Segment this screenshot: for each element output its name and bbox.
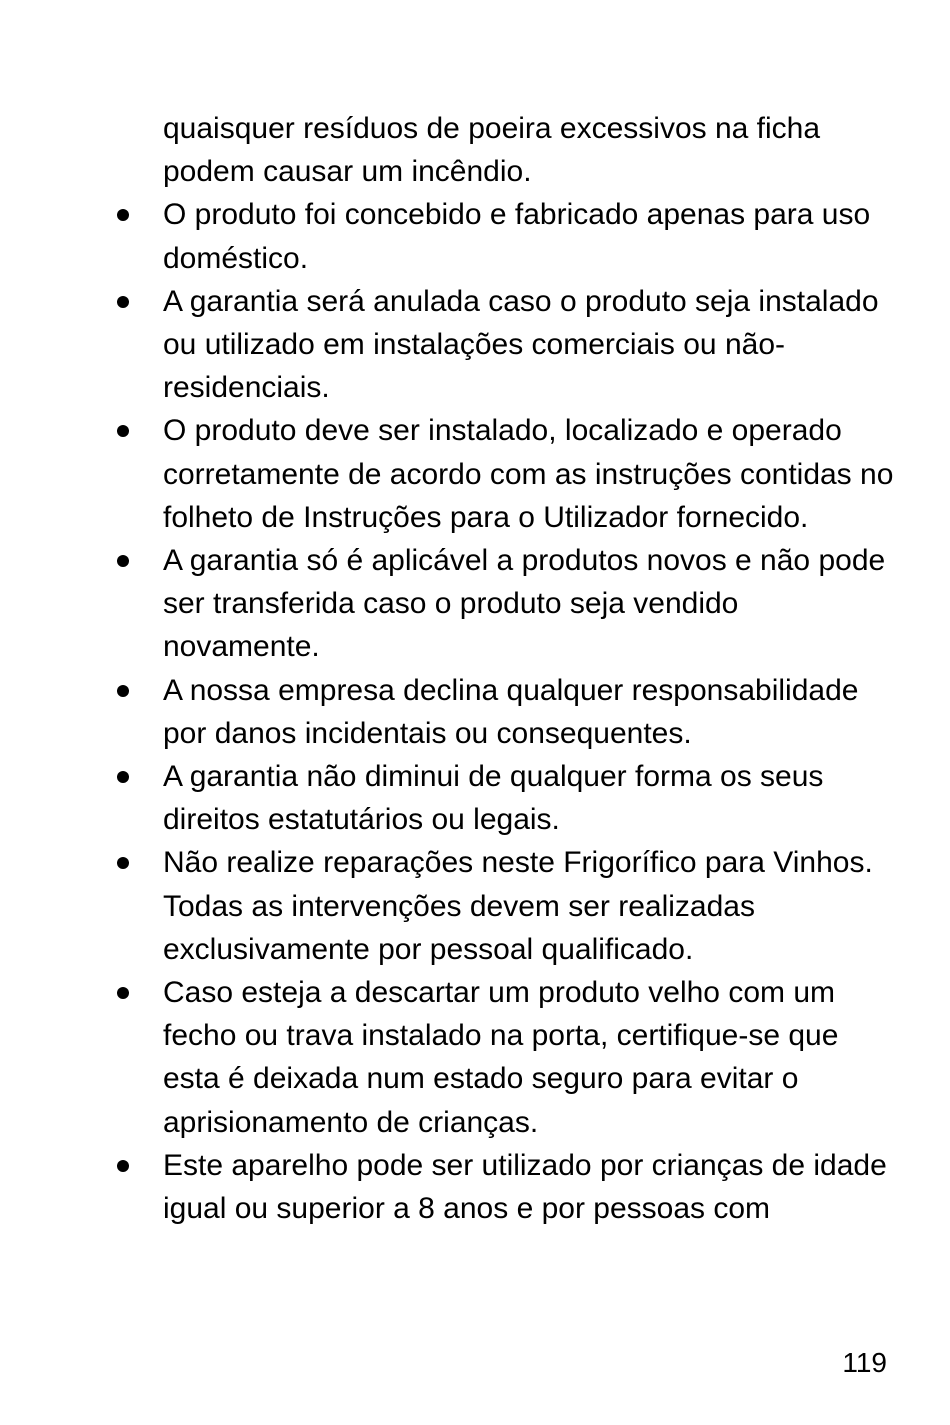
bullet-text: Este aparelho pode ser utilizado por crianças de idade igual ou superior a 8 anos e por pessoas com [163,1148,887,1226]
continuation-paragraph: quaisquer resíduos de poeira excessivos na ficha podem causar um incêndio. [163,112,821,189]
bullet-icon [117,209,129,221]
page-content [108,107,898,1230]
bullet-item-warranty-void [108,280,898,410]
bullet-icon [117,425,129,437]
bullet-item-disposal [108,971,898,1144]
bullet-text: A garantia não diminui de qualquer forma os seus direitos estatutários ou legais. [163,760,824,837]
bullet-item-domestic-use [108,193,898,279]
bullet-text: A garantia será anulada caso o produto seja instalado ou utilizado em instalações comerciais ou não-residenciais. [163,284,879,405]
page-number: 119 [842,1347,887,1378]
bullet-item-installation [108,409,898,539]
bullet-icon [117,685,129,697]
bullet-text: Não realize reparações neste Frigorífico para Vinhos. Todas as intervenções devem ser realizadas exclusivamente por pessoal qualificado. [163,846,873,966]
bullet-text: A nossa empresa declina qualquer responsabilidade por danos incidentais ou consequentes. [163,673,859,750]
bullet-icon [117,1160,129,1172]
bullet-icon [117,987,129,999]
bullet-item-children [108,1144,898,1230]
bullet-text: A garantia só é aplicável a produtos novos e não pode ser transferida caso o produto seja vendido novamente. [163,544,886,664]
bullet-item-new-products [108,539,898,669]
bullet-icon [117,771,129,783]
bullet-icon [117,296,129,308]
bullet-text: O produto foi concebido e fabricado apenas para uso doméstico. [163,198,871,275]
bullet-item-repairs [108,841,898,971]
bullet-item-statutory-rights [108,755,898,841]
bullet-list [108,193,898,1230]
bullet-text: Caso esteja a descartar um produto velho com um fecho ou trava instalado na porta, certifique-se que esta é deixada num estado seguro para evitar o aprisionamento de crianças. [163,976,839,1139]
bullet-icon [117,555,129,567]
bullet-icon [117,857,129,869]
bullet-item-liability [108,669,898,755]
bullet-text: O produto deve ser instalado, localizado e operado corretamente de acordo com as instruções contidas no folheto de Instruções para o Utilizador fornecido. [163,414,894,534]
